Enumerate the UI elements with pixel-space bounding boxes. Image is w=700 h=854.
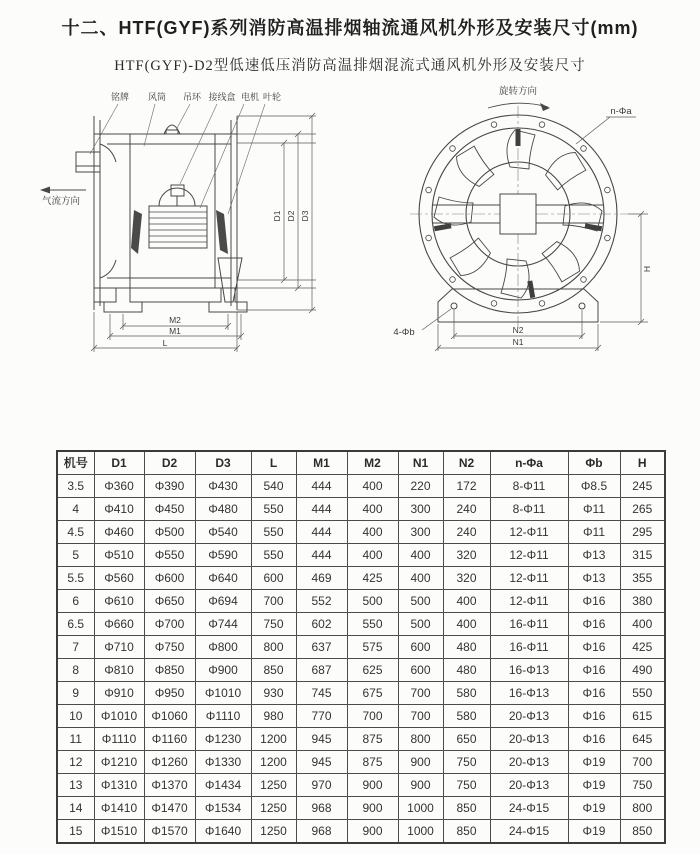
- lifting-ring-label: 吊环: [182, 92, 202, 102]
- table-cell: 637: [296, 636, 347, 659]
- table-cell: Φ13: [568, 567, 620, 590]
- page-title: 十二、HTF(GYF)系列消防高温排烟轴流通风机外形及安装尺寸(mm): [61, 18, 639, 38]
- table-cell: Φ460: [94, 521, 144, 544]
- table-cell: 320: [443, 544, 490, 567]
- table-cell: 900: [347, 797, 398, 820]
- table-cell: Φ1510: [94, 820, 144, 844]
- table-cell: Φ660: [94, 613, 144, 636]
- table-cell: Φ1230: [195, 728, 251, 751]
- table-cell: Φ900: [195, 659, 251, 682]
- table-cell: 850: [251, 659, 296, 682]
- table-cell: Φ1010: [195, 682, 251, 705]
- table-cell: 550: [620, 682, 665, 705]
- table-cell: 6: [57, 590, 94, 613]
- dim-n1-label: N1: [512, 337, 524, 347]
- junction-box-label: 接线盒: [208, 92, 236, 102]
- table-cell: 4: [57, 498, 94, 521]
- table-cell: 800: [398, 728, 443, 751]
- table-cell: 315: [620, 544, 665, 567]
- nameplate-part: [76, 152, 100, 172]
- table-row: [57, 590, 665, 613]
- table-row: [57, 567, 665, 590]
- rotation-direction: [488, 85, 550, 111]
- table-cell: 600: [398, 659, 443, 682]
- table-cell: Φ19: [568, 774, 620, 797]
- table-cell: Φ750: [144, 636, 195, 659]
- table-cell: 980: [251, 705, 296, 728]
- table-cell: Φ1110: [195, 705, 251, 728]
- table-row: [57, 751, 665, 774]
- dim-m2-label: M2: [169, 315, 181, 325]
- airflow-direction: [40, 187, 86, 208]
- table-cell: Φ16: [568, 682, 620, 705]
- table-row: [57, 544, 665, 567]
- table-cell: Φ480: [195, 498, 251, 521]
- table-cell: 500: [347, 590, 398, 613]
- table-cell: 12-Φ11: [490, 521, 568, 544]
- table-cell: 850: [620, 820, 665, 844]
- table-cell: 968: [296, 820, 347, 844]
- table-cell: 750: [443, 774, 490, 797]
- table-cell: Φ1110: [94, 728, 144, 751]
- table-cell: 400: [347, 521, 398, 544]
- table-cell: 16-Φ13: [490, 659, 568, 682]
- table-cell: Φ640: [195, 567, 251, 590]
- table-cell: Φ13: [568, 544, 620, 567]
- table-cell: 12-Φ11: [490, 567, 568, 590]
- table-cell: 444: [296, 521, 347, 544]
- header-h: H: [620, 451, 665, 475]
- table-cell: 12-Φ11: [490, 544, 568, 567]
- airflow-label: 气流方向: [42, 196, 81, 207]
- dim-d3-label: D3: [300, 210, 310, 222]
- table-cell: Φ16: [568, 659, 620, 682]
- table-row: [57, 659, 665, 682]
- table-cell: 8-Φ11: [490, 498, 568, 521]
- lifting-ring-part: [164, 125, 180, 134]
- header-d3: D3: [195, 451, 251, 475]
- table-row: [57, 682, 665, 705]
- table-cell: 575: [347, 636, 398, 659]
- table-cell: 550: [347, 613, 398, 636]
- table-cell: Φ1210: [94, 751, 144, 774]
- table-row: [57, 636, 665, 659]
- table-cell: 875: [347, 728, 398, 751]
- table-cell: 469: [296, 567, 347, 590]
- table-cell: 355: [620, 567, 665, 590]
- table-cell: Φ1570: [144, 820, 195, 844]
- header-n-phi-a: n-Φa: [490, 451, 568, 475]
- table-cell: Φ710: [94, 636, 144, 659]
- impeller-label: 叶轮: [262, 92, 282, 102]
- side-view-drawing: [32, 88, 366, 364]
- table-cell: 750: [620, 774, 665, 797]
- table-cell: 300: [398, 521, 443, 544]
- front-view-svg: [388, 84, 700, 368]
- table-cell: Φ550: [144, 544, 195, 567]
- table-cell: 265: [620, 498, 665, 521]
- table-cell: 11: [57, 728, 94, 751]
- table-cell: 480: [443, 659, 490, 682]
- table-cell: 425: [620, 636, 665, 659]
- table-cell: 490: [620, 659, 665, 682]
- table-cell: 444: [296, 544, 347, 567]
- table-cell: Φ1160: [144, 728, 195, 751]
- table-cell: 900: [347, 774, 398, 797]
- table-cell: 5: [57, 544, 94, 567]
- table-cell: 4.5: [57, 521, 94, 544]
- flange-holes-label: n-Φa: [610, 106, 632, 117]
- table-cell: 10: [57, 705, 94, 728]
- table-cell: Φ1330: [195, 751, 251, 774]
- table-cell: Φ610: [94, 590, 144, 613]
- table-body: [57, 475, 665, 844]
- table-cell: Φ910: [94, 682, 144, 705]
- table-cell: Φ430: [195, 475, 251, 498]
- table-cell: 550: [251, 498, 296, 521]
- dim-m1-label: M1: [169, 326, 181, 336]
- table-cell: 16-Φ13: [490, 682, 568, 705]
- table-cell: Φ540: [195, 521, 251, 544]
- table-row: [57, 521, 665, 544]
- dim-d2-label: D2: [286, 210, 296, 222]
- motor-label: 电机: [240, 92, 260, 102]
- table-cell: 1250: [251, 774, 296, 797]
- table-cell: 968: [296, 797, 347, 820]
- table-cell: 14: [57, 797, 94, 820]
- table-cell: Φ8.5: [568, 475, 620, 498]
- table-cell: Φ800: [195, 636, 251, 659]
- table-cell: 900: [347, 820, 398, 844]
- table-cell: 480: [443, 636, 490, 659]
- table-cell: 400: [347, 498, 398, 521]
- table-cell: 8-Φ11: [490, 475, 568, 498]
- header-m1: M1: [296, 451, 347, 475]
- side-view-svg: [32, 88, 366, 364]
- table-cell: Φ16: [568, 613, 620, 636]
- table-cell: 750: [443, 751, 490, 774]
- front-view-drawing: [388, 84, 700, 368]
- flange-holes-callout: [576, 106, 636, 144]
- table-cell: 24-Φ15: [490, 820, 568, 844]
- table-cell: Φ19: [568, 820, 620, 844]
- table-cell: 900: [398, 774, 443, 797]
- table-cell: 745: [296, 682, 347, 705]
- table-cell: 6.5: [57, 613, 94, 636]
- table-cell: 400: [347, 544, 398, 567]
- dim-h-label: H: [642, 265, 652, 273]
- table-cell: 675: [347, 682, 398, 705]
- table-cell: 580: [443, 705, 490, 728]
- table-cell: 9: [57, 682, 94, 705]
- table-cell: 400: [347, 475, 398, 498]
- header-model: 机号: [57, 451, 94, 475]
- table-cell: 20-Φ13: [490, 705, 568, 728]
- table-cell: 15: [57, 820, 94, 844]
- table-cell: 16-Φ11: [490, 636, 568, 659]
- table-cell: 1200: [251, 751, 296, 774]
- table-cell: 444: [296, 498, 347, 521]
- table-cell: Φ19: [568, 797, 620, 820]
- airflow-arrow-icon: [40, 187, 50, 194]
- table-cell: 20-Φ13: [490, 774, 568, 797]
- table-cell: 700: [251, 590, 296, 613]
- dim-d1-label: D1: [272, 210, 282, 222]
- table-cell: 850: [443, 820, 490, 844]
- nameplate-label: 铭牌: [110, 92, 130, 102]
- table-cell: Φ1534: [195, 797, 251, 820]
- table-cell: Φ16: [568, 636, 620, 659]
- table-cell: 500: [398, 613, 443, 636]
- table-cell: Φ600: [144, 567, 195, 590]
- table-cell: 930: [251, 682, 296, 705]
- table-cell: 8: [57, 659, 94, 682]
- table-cell: 850: [443, 797, 490, 820]
- table-cell: 1200: [251, 728, 296, 751]
- table-cell: Φ1640: [195, 820, 251, 844]
- table-cell: 800: [620, 797, 665, 820]
- table-cell: 600: [398, 636, 443, 659]
- table-cell: 625: [347, 659, 398, 682]
- table-row: [57, 705, 665, 728]
- table-cell: 945: [296, 728, 347, 751]
- table-cell: Φ700: [144, 613, 195, 636]
- table-cell: 650: [443, 728, 490, 751]
- table-cell: 5.5: [57, 567, 94, 590]
- table-cell: 300: [398, 498, 443, 521]
- table-cell: 1000: [398, 820, 443, 844]
- table-header-row: [57, 451, 665, 475]
- table-row: [57, 820, 665, 844]
- length-dimension-lines: [91, 312, 244, 352]
- table-row: [57, 475, 665, 498]
- table-cell: 400: [620, 613, 665, 636]
- table-cell: 645: [620, 728, 665, 751]
- table-cell: Φ11: [568, 498, 620, 521]
- table-cell: Φ360: [94, 475, 144, 498]
- table-cell: 500: [398, 590, 443, 613]
- header-l: L: [251, 451, 296, 475]
- table-cell: 770: [296, 705, 347, 728]
- table-cell: 875: [347, 751, 398, 774]
- dim-n2-label: N2: [512, 325, 524, 335]
- table-cell: 600: [251, 567, 296, 590]
- dim-l-label: L: [162, 338, 168, 348]
- table-cell: 800: [251, 636, 296, 659]
- table-cell: 580: [443, 682, 490, 705]
- base-holes-callout: [393, 309, 451, 338]
- table-cell: Φ560: [94, 567, 144, 590]
- table-cell: 13: [57, 774, 94, 797]
- table-cell: 16-Φ11: [490, 613, 568, 636]
- table-cell: Φ510: [94, 544, 144, 567]
- table-cell: 700: [398, 705, 443, 728]
- height-dimension-line: [600, 211, 648, 325]
- table-cell: Φ11: [568, 521, 620, 544]
- table-cell: 602: [296, 613, 347, 636]
- table-cell: 240: [443, 498, 490, 521]
- header-d2: D2: [144, 451, 195, 475]
- table-cell: 295: [620, 521, 665, 544]
- table-cell: Φ744: [195, 613, 251, 636]
- duct-label: 风筒: [147, 92, 167, 102]
- table-cell: 552: [296, 590, 347, 613]
- table-cell: Φ410: [94, 498, 144, 521]
- table-cell: Φ1370: [144, 774, 195, 797]
- table-cell: 1000: [398, 797, 443, 820]
- header-n1: N1: [398, 451, 443, 475]
- table-cell: 220: [398, 475, 443, 498]
- dimension-table: [56, 450, 666, 844]
- table-cell: 444: [296, 475, 347, 498]
- table-cell: 550: [251, 521, 296, 544]
- table-cell: Φ16: [568, 728, 620, 751]
- table-cell: 900: [398, 751, 443, 774]
- table-cell: 172: [443, 475, 490, 498]
- page-subtitle: HTF(GYF)-D2型低速低压消防高温排烟混流式通风机外形及安装尺寸: [114, 58, 586, 74]
- table-row: [57, 797, 665, 820]
- table-cell: 240: [443, 521, 490, 544]
- table-cell: 7: [57, 636, 94, 659]
- table-cell: Φ1260: [144, 751, 195, 774]
- table-cell: Φ16: [568, 590, 620, 613]
- table-cell: Φ19: [568, 751, 620, 774]
- mounting-feet: [94, 288, 247, 312]
- table-cell: 540: [251, 475, 296, 498]
- table-cell: 687: [296, 659, 347, 682]
- header-n2: N2: [443, 451, 490, 475]
- motor-part: [149, 188, 207, 248]
- table-cell: 700: [398, 682, 443, 705]
- table-cell: Φ1010: [94, 705, 144, 728]
- table-cell: 400: [398, 567, 443, 590]
- table-row: [57, 728, 665, 751]
- table-cell: Φ500: [144, 521, 195, 544]
- table-cell: Φ1060: [144, 705, 195, 728]
- table-row: [57, 774, 665, 797]
- table-cell: 245: [620, 475, 665, 498]
- table-cell: Φ1310: [94, 774, 144, 797]
- header-m2: M2: [347, 451, 398, 475]
- header-d1: D1: [94, 451, 144, 475]
- table-cell: 400: [398, 544, 443, 567]
- table-cell: Φ1434: [195, 774, 251, 797]
- table-cell: 750: [251, 613, 296, 636]
- table-cell: Φ950: [144, 682, 195, 705]
- table-cell: 615: [620, 705, 665, 728]
- base-holes-label: 4-Φb: [393, 327, 415, 338]
- table-cell: 320: [443, 567, 490, 590]
- table-cell: 700: [347, 705, 398, 728]
- table-cell: Φ850: [144, 659, 195, 682]
- rotation-label: 旋转方向: [498, 86, 538, 97]
- table-cell: Φ1410: [94, 797, 144, 820]
- table-cell: Φ650: [144, 590, 195, 613]
- table-cell: Φ810: [94, 659, 144, 682]
- table-cell: Φ1470: [144, 797, 195, 820]
- rotation-arrow-icon: [540, 103, 550, 111]
- table-cell: 1250: [251, 820, 296, 844]
- table-cell: 700: [620, 751, 665, 774]
- table-cell: 24-Φ15: [490, 797, 568, 820]
- table-cell: 400: [443, 613, 490, 636]
- table-cell: 1250: [251, 797, 296, 820]
- table-row: [57, 498, 665, 521]
- table-cell: 3.5: [57, 475, 94, 498]
- table-cell: Φ450: [144, 498, 195, 521]
- table-cell: 945: [296, 751, 347, 774]
- table-cell: Φ590: [195, 544, 251, 567]
- table-cell: Φ694: [195, 590, 251, 613]
- table-cell: Φ16: [568, 705, 620, 728]
- table-cell: 400: [443, 590, 490, 613]
- table-cell: 550: [251, 544, 296, 567]
- table-cell: 12: [57, 751, 94, 774]
- table-cell: 12-Φ11: [490, 590, 568, 613]
- table-cell: 970: [296, 774, 347, 797]
- table-cell: Φ390: [144, 475, 195, 498]
- table-cell: 425: [347, 567, 398, 590]
- table-cell: 20-Φ13: [490, 728, 568, 751]
- table-cell: 380: [620, 590, 665, 613]
- header-phi-b: Φb: [568, 451, 620, 475]
- table-cell: 20-Φ13: [490, 751, 568, 774]
- table-row: [57, 613, 665, 636]
